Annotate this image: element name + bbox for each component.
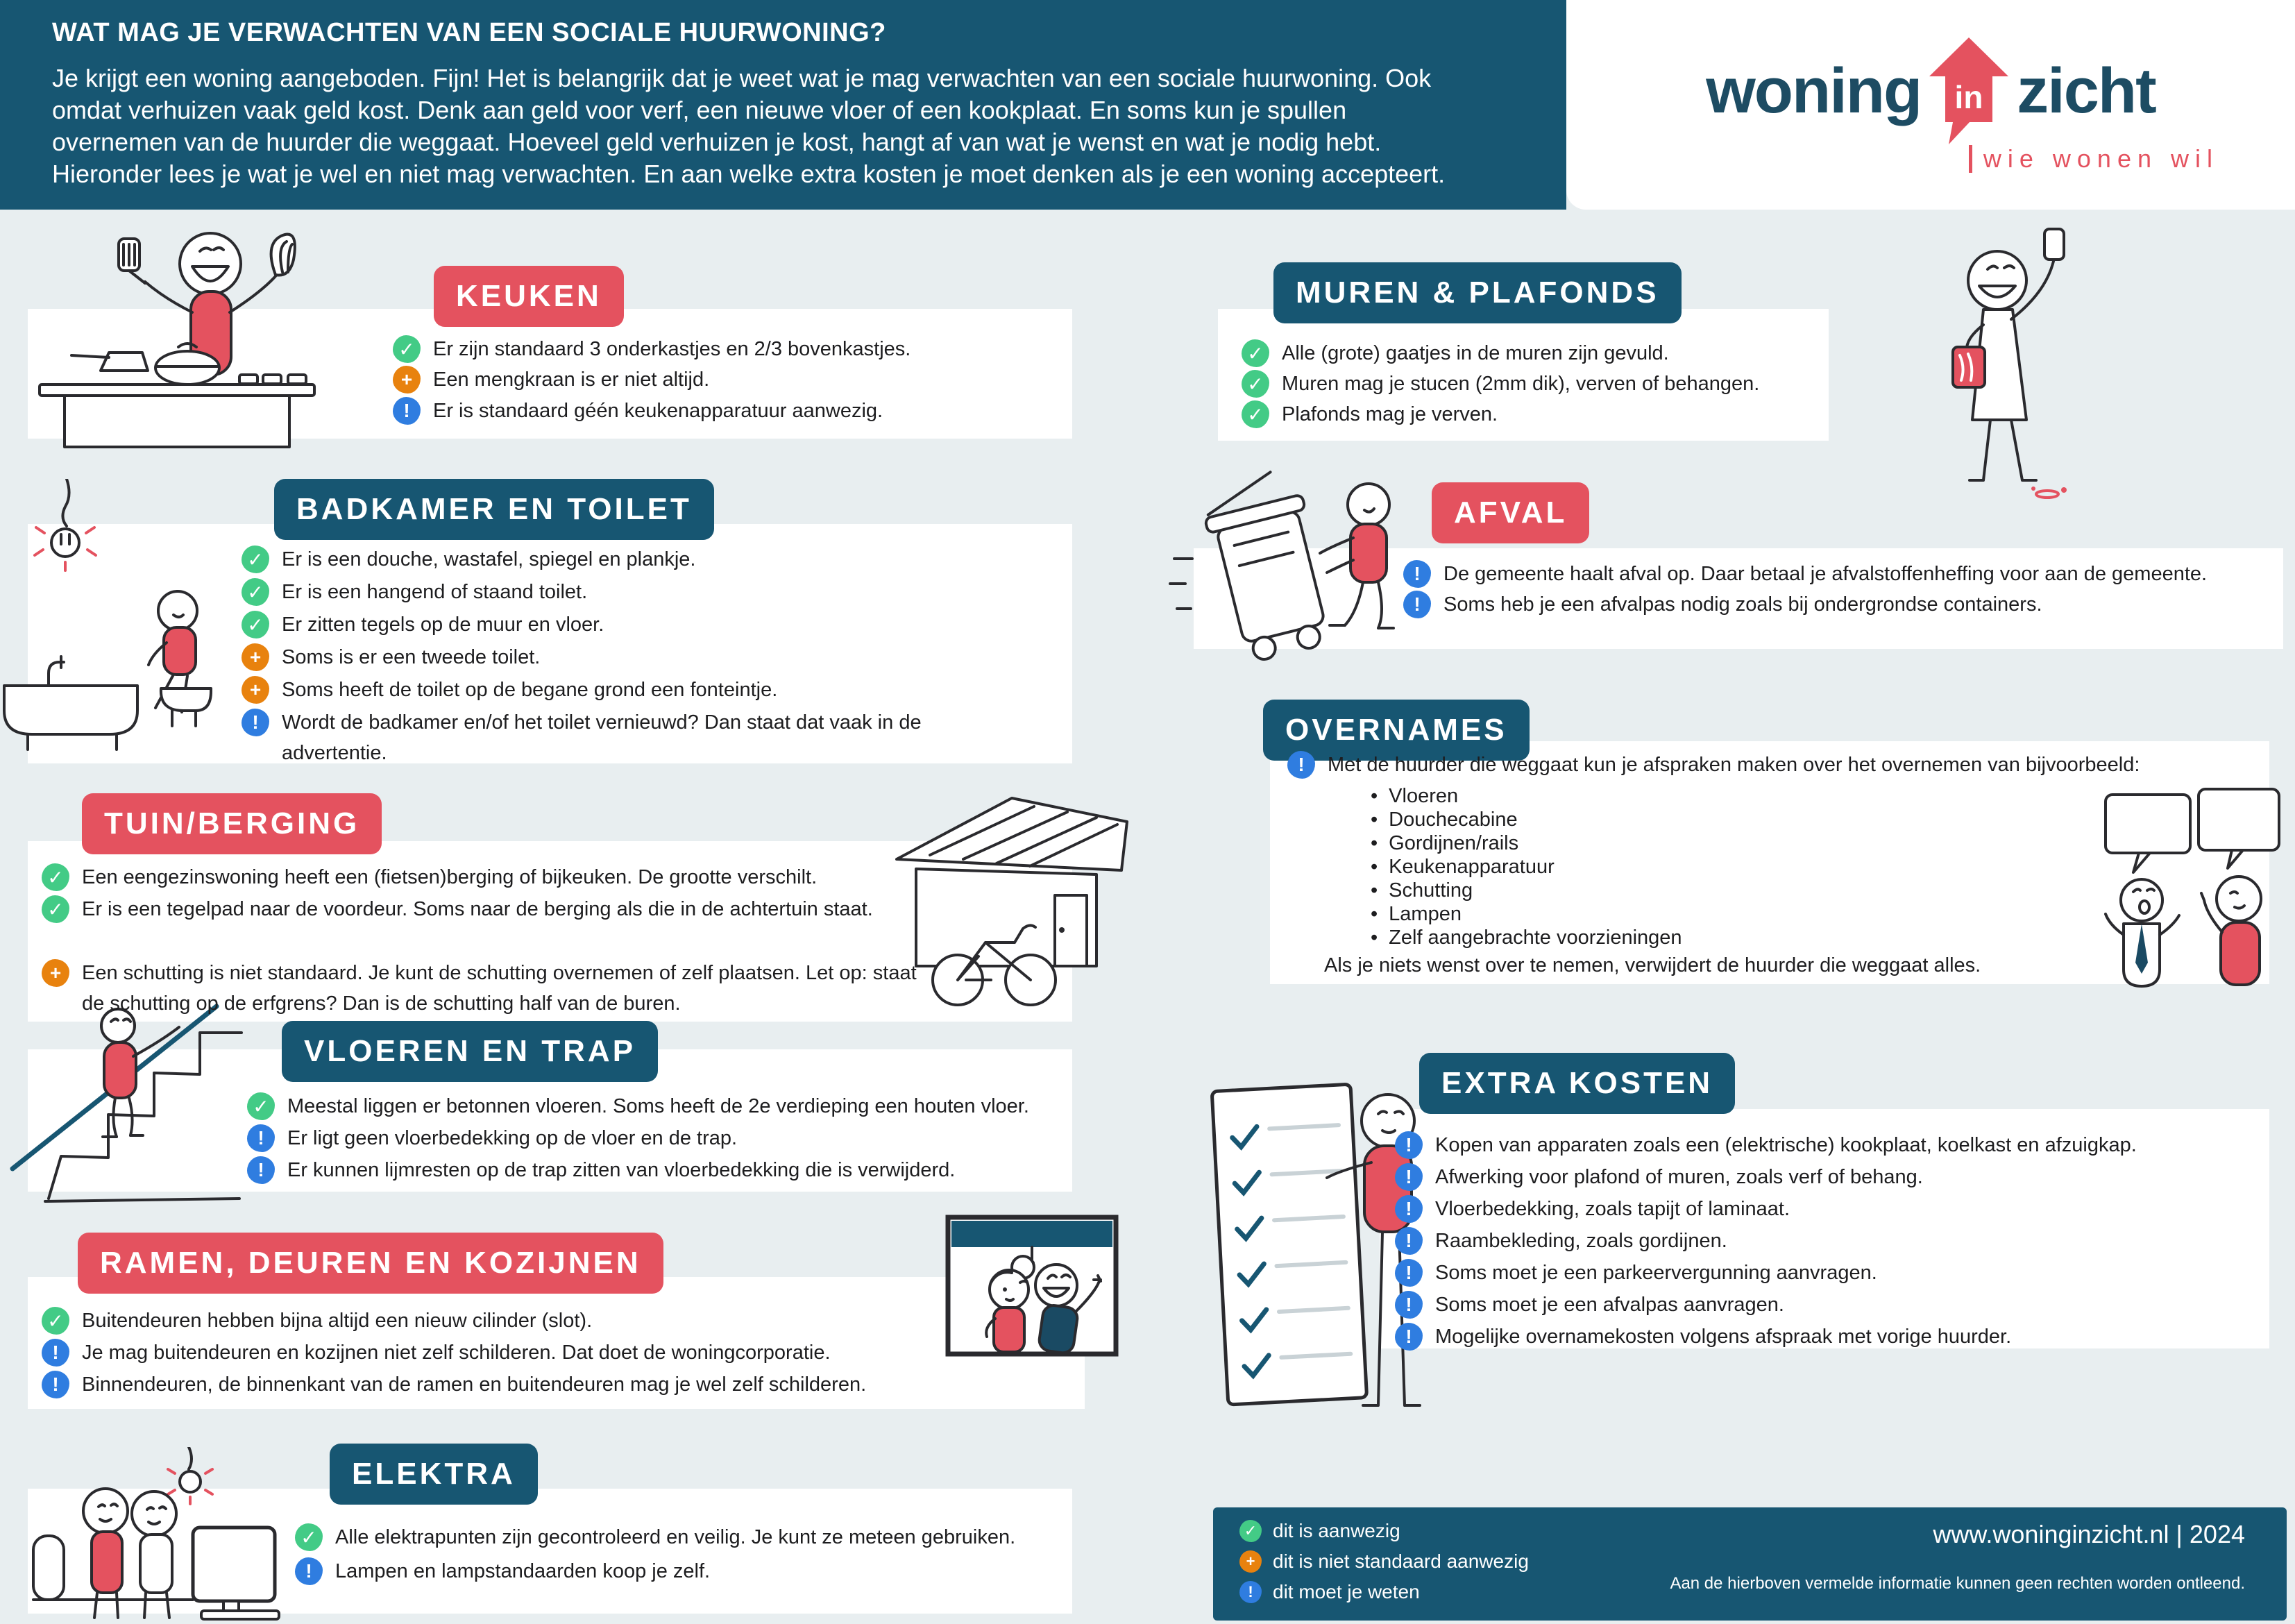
checklist-row: ✓ Meestal liggen er betonnen vloeren. Soms heeft de 2e verdieping een houten vloer. <box>247 1091 1029 1122</box>
bullet-icon: • <box>1371 903 1378 925</box>
legend-item: ✓ dit is aanwezig <box>1239 1520 1400 1542</box>
section-badge-badkamer: BADKAMER EN TOILET <box>274 479 714 540</box>
alert-icon: ! <box>247 1156 275 1184</box>
logo-panel <box>1566 0 2295 210</box>
alert-icon: ! <box>1395 1259 1423 1287</box>
alert-icon: ! <box>1395 1131 1423 1159</box>
plus-icon: + <box>393 366 421 394</box>
checklist-row: + Soms is er een tweede toilet. <box>242 642 540 673</box>
list-item: • Zelf aangebrachte voorzieningen <box>1371 927 1682 949</box>
intro-line: Hieronder lees je wat je wel en niet mag verwachten. En aan welke extra kosten je moet denken als je een woning accepteert. <box>52 160 1446 188</box>
plus-icon: + <box>1239 1550 1262 1573</box>
checklist-row: ! Kopen van apparaten zoals een (elektrische) kookplaat, koelkast en afzuigkap. <box>1395 1130 2137 1160</box>
alert-icon: ! <box>295 1557 323 1585</box>
checklist-row: ✓ Er zitten tegels op de muur en vloer. <box>242 609 604 640</box>
overnames-outro: Als je niets wenst over te nemen, verwijdert de huurder die weggaat alles. <box>1324 954 1981 976</box>
checklist-row: + Een schutting is niet standaard. Je kunt de schutting overnemen of zelf plaatsen. Let op: staat de schutting op de erfgrens? Dan is de schutting half van de buren. <box>42 958 929 1019</box>
couch-tv-illustration <box>28 1447 285 1624</box>
checklist-row: ! Er ligt geen vloerbedekking op de vloer en de trap. <box>247 1123 737 1153</box>
checklist-row: ✓ Alle (grote) gaatjes in de muren zijn gevuld. <box>1242 338 1669 369</box>
bullet-icon: • <box>1371 785 1378 807</box>
alert-icon: ! <box>1403 591 1431 618</box>
bullet-icon: • <box>1371 927 1378 949</box>
svg-text:in: in <box>1954 79 1983 115</box>
checklist-row: ✓ Er is een douche, wastafel, spiegel en plankje. <box>242 544 695 575</box>
checklist-row: ! Wordt de badkamer en/of het toilet vernieuwd? Dan staat dat vaak in de advertentie. <box>242 707 1003 768</box>
checklist-row: + Soms heeft de toilet op de begane grond een fonteintje. <box>242 675 777 705</box>
painter-illustration <box>1825 208 2137 507</box>
checklist-row: ! Soms heb je een afvalpas nodig zoals bij ondergrondse containers. <box>1403 589 2042 620</box>
checklist-row: + Een mengkraan is er niet altijd. <box>393 364 709 395</box>
alert-icon: ! <box>1395 1291 1423 1319</box>
section-badge-extra: EXTRA KOSTEN <box>1419 1053 1735 1114</box>
alert-icon: ! <box>1403 560 1431 588</box>
checklist-row: ✓ Plafonds mag je verven. <box>1242 399 1498 430</box>
trash-bin-illustration <box>1166 455 1416 670</box>
section-badge-ramen: RAMEN, DEUREN EN KOZIJNEN <box>78 1233 663 1294</box>
list-item: • Keukenapparatuur <box>1371 856 1555 878</box>
alert-icon: ! <box>1395 1323 1423 1351</box>
section-badge-afval: AFVAL <box>1432 482 1589 543</box>
checklist-row: ! Je mag buitendeuren en kozijnen niet zelf schilderen. Dat doet de woningcorporatie. <box>42 1337 831 1368</box>
plus-icon: + <box>42 959 69 987</box>
section-badge-keuken: KEUKEN <box>434 266 624 327</box>
checklist-row: ! Er kunnen lijmresten op de trap zitten van vloerbedekking die is verwijderd. <box>247 1155 955 1185</box>
list-item: • Lampen <box>1371 903 1462 925</box>
alert-icon: ! <box>1287 751 1315 779</box>
alert-icon: ! <box>242 709 269 736</box>
checklist-row: ! Met de huurder die weggaat kun je afspraken maken over het overnemen van bijvoorbeeld: <box>1287 750 2140 780</box>
legend-item: + dit is niet standaard aanwezig <box>1239 1550 1529 1573</box>
checklist-row: ! Afwerking voor plafond of muren, zoals verf of behang. <box>1395 1162 1923 1192</box>
alert-icon: ! <box>393 397 421 425</box>
checklist-row: ! Mogelijke overnamekosten volgens afspraak met vorige huurder. <box>1395 1321 2011 1352</box>
section-badge-elektra: ELEKTRA <box>330 1444 538 1505</box>
check-icon: ✓ <box>1242 339 1269 367</box>
intro-line: overnemen van de huurder die weggaat. Hoeveel geld verhuizen je kost, hangt af van wat je wenst en wat je nodig hebt. <box>52 128 1382 156</box>
checklist-row: ! Soms moet je een parkeervergunning aanvragen. <box>1395 1258 1877 1288</box>
logo-tagline: wie wonen wil <box>1969 144 2219 174</box>
checklist-row: ✓ Muren mag je stucen (2mm dik), verven of behangen. <box>1242 369 1759 399</box>
check-icon: ✓ <box>42 863 69 891</box>
conversation-illustration <box>2103 788 2283 989</box>
disclaimer-text: Aan de hierboven vermelde informatie kunnen geen rechten worden ontleend. <box>1670 1574 2245 1593</box>
list-item: • Vloeren <box>1371 785 1459 807</box>
section-badge-muren: MUREN & PLAFONDS <box>1273 262 1682 323</box>
alert-icon: ! <box>247 1124 275 1152</box>
website-link: www.woninginzicht.nl | 2024 <box>1933 1520 2245 1548</box>
tagline-bar <box>1969 145 1972 173</box>
section-badge-tuin: TUIN/BERGING <box>82 793 382 854</box>
bullet-icon: • <box>1371 856 1378 878</box>
bullet-icon: • <box>1371 832 1378 854</box>
legend-item: ! dit moet je weten <box>1239 1581 1420 1603</box>
plus-icon: + <box>242 676 269 704</box>
check-icon: ✓ <box>242 578 269 606</box>
bullet-icon: • <box>1371 879 1378 902</box>
bathroom-illustration <box>0 479 250 763</box>
check-icon: ✓ <box>242 545 269 573</box>
logo-word-woning: woning <box>1706 55 1922 126</box>
alert-icon: ! <box>1239 1581 1262 1603</box>
section-badge-vloeren: VLOEREN EN TRAP <box>282 1021 658 1082</box>
checklist-row: ✓ Er is een tegelpad naar de voordeur. Soms naar de berging als die in de achtertuin staat. <box>42 894 929 924</box>
checklist-row: ! Er is standaard géén keukenapparatuur aanwezig. <box>393 396 883 426</box>
logo <box>1566 36 2295 146</box>
checklist-row: ✓ Alle elektrapunten zijn gecontroleerd en veilig. Je kunt ze meteen gebruiken. <box>295 1522 1015 1553</box>
checklist-row: ✓ Buitendeuren hebben bijna altijd een nieuw cilinder (slot). <box>42 1305 592 1336</box>
logo-word-zicht: zicht <box>2017 55 2156 126</box>
checklist-row: ! Soms moet je een afvalpas aanvragen. <box>1395 1289 1784 1320</box>
checklist-row: ! Vloerbedekking, zoals tapijt of laminaat. <box>1395 1194 1790 1224</box>
intro-line: omdat verhuizen vaak geld kost. Denk aan geld voor verf, een nieuwe vloer of een kookplaat. En soms kun je spullen <box>52 96 1347 124</box>
check-icon: ✓ <box>42 895 69 923</box>
check-icon: ✓ <box>1239 1520 1262 1542</box>
plus-icon: + <box>242 643 269 671</box>
check-icon: ✓ <box>247 1092 275 1120</box>
check-icon: ✓ <box>295 1523 323 1551</box>
checklist-row: ! Raambekleding, zoals gordijnen. <box>1395 1226 1727 1256</box>
stairs-illustration <box>7 992 243 1208</box>
alert-icon: ! <box>42 1371 69 1398</box>
alert-icon: ! <box>42 1339 69 1367</box>
check-icon: ✓ <box>1242 370 1269 398</box>
logo-house-icon <box>1928 36 2010 146</box>
checklist-row: ✓ Er is een hangend of staand toilet. <box>242 577 587 607</box>
checklist-row: ! Binnendeuren, de binnenkant van de ramen en buitendeuren mag je wel zelf schilderen. <box>42 1369 866 1400</box>
checklist-row: ✓ Er zijn standaard 3 onderkastjes en 2/3 bovenkastjes. <box>393 334 911 364</box>
check-icon: ✓ <box>393 335 421 363</box>
section-badge-overnames: OVERNAMES <box>1263 700 1530 761</box>
list-item: • Gordijnen/rails <box>1371 832 1519 854</box>
alert-icon: ! <box>1395 1163 1423 1191</box>
alert-icon: ! <box>1395 1195 1423 1223</box>
cooking-illustration <box>31 208 323 451</box>
list-item: • Schutting <box>1371 879 1473 902</box>
header-banner <box>0 0 1566 210</box>
check-icon: ✓ <box>1242 400 1269 428</box>
bullet-icon: • <box>1371 809 1378 831</box>
checklist-row: ✓ Een eengezinswoning heeft een (fietsen)berging of bijkeuken. De grootte verschilt. <box>42 862 817 893</box>
footer <box>1213 1507 2287 1621</box>
check-icon: ✓ <box>42 1307 69 1335</box>
window-couple-illustration <box>945 1215 1119 1357</box>
checklist-row: ! Lampen en lampstandaarden koop je zelf. <box>295 1556 710 1587</box>
alert-icon: ! <box>1395 1227 1423 1255</box>
checklist-row: ! De gemeente haalt afval op. Daar betaal je afvalstoffenheffing voor aan de gemeente. <box>1403 559 2207 589</box>
check-icon: ✓ <box>242 611 269 638</box>
intro-line: Je krijgt een woning aangeboden. Fijn! Het is belangrijk dat je weet wat je mag verwachten van een sociale huurwoning. Ook <box>52 64 1432 92</box>
list-item: • Douchecabine <box>1371 809 1518 831</box>
page-title: WAT MAG JE VERWACHTEN VAN EEN SOCIALE HUURWONING? <box>52 18 886 47</box>
